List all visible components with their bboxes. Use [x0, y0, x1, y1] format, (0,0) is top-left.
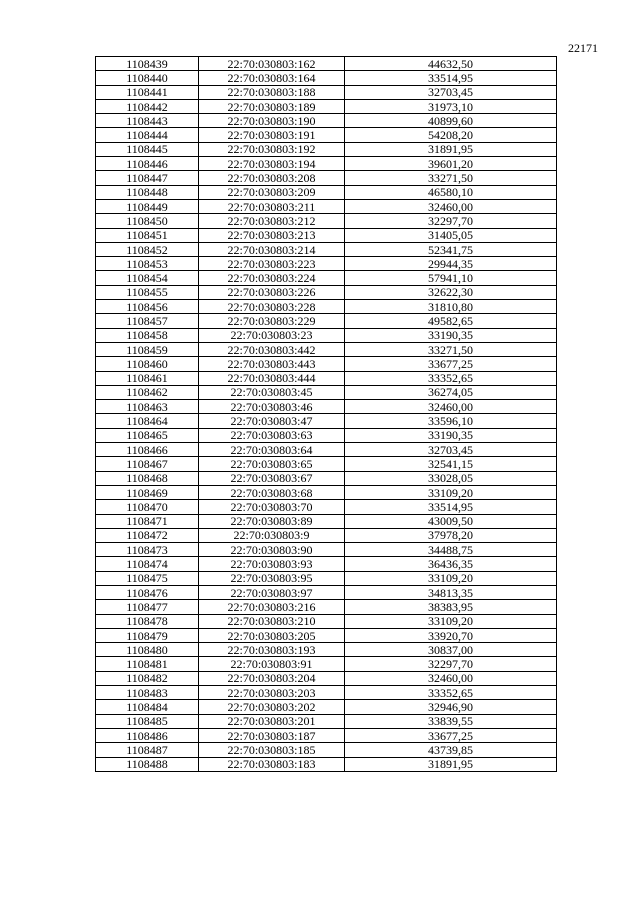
record-number-cell: 1108476: [96, 585, 199, 599]
record-number-cell: 1108461: [96, 371, 199, 385]
table-row: [96, 514, 557, 528]
cadastral-number-cell: 22:70:030803:444: [199, 371, 345, 385]
cadastral-value-cell: 33514,95: [345, 71, 557, 85]
cadastral-value-cell: 33028,05: [345, 471, 557, 485]
cadastral-number-cell: 22:70:030803:65: [199, 457, 345, 471]
record-number-cell: 1108480: [96, 643, 199, 657]
table-row: [96, 571, 557, 585]
record-number-cell: 1108473: [96, 543, 199, 557]
cadastral-number-cell: 22:70:030803:223: [199, 257, 345, 271]
table-row: [96, 71, 557, 85]
record-number-cell: 1108459: [96, 342, 199, 356]
cadastral-value-cell: 30837,00: [345, 643, 557, 657]
cadastral-value-cell: 32541,15: [345, 457, 557, 471]
cadastral-value-cell: 33190,35: [345, 328, 557, 342]
cadastral-number-cell: 22:70:030803:208: [199, 171, 345, 185]
table-row: [96, 671, 557, 685]
cadastral-value-cell: 34488,75: [345, 543, 557, 557]
cadastral-value-cell: 54208,20: [345, 128, 557, 142]
cadastral-value-cell: 33109,20: [345, 485, 557, 499]
record-number-cell: 1108474: [96, 557, 199, 571]
cadastral-value-cell: 33920,70: [345, 628, 557, 642]
cadastral-value-cell: 33271,50: [345, 171, 557, 185]
cadastral-number-cell: 22:70:030803:188: [199, 85, 345, 99]
table-row: [96, 500, 557, 514]
table-row: [96, 485, 557, 499]
cadastral-value-cell: 29944,35: [345, 257, 557, 271]
record-number-cell: 1108449: [96, 199, 199, 213]
cadastral-number-cell: 22:70:030803:183: [199, 757, 345, 771]
record-number-cell: 1108469: [96, 485, 199, 499]
record-number-cell: 1108453: [96, 257, 199, 271]
cadastral-number-cell: 22:70:030803:226: [199, 285, 345, 299]
cadastral-number-cell: 22:70:030803:190: [199, 114, 345, 128]
cadastral-number-cell: 22:70:030803:203: [199, 686, 345, 700]
table-row: [96, 657, 557, 671]
cadastral-number-cell: 22:70:030803:90: [199, 543, 345, 557]
cadastral-number-cell: 22:70:030803:228: [199, 300, 345, 314]
table-row: [96, 728, 557, 742]
cadastral-number-cell: 22:70:030803:201: [199, 714, 345, 728]
cadastral-number-cell: 22:70:030803:209: [199, 185, 345, 199]
table-row: [96, 700, 557, 714]
table-row: [96, 585, 557, 599]
cadastral-value-cell: 40899,60: [345, 114, 557, 128]
table-row: [96, 342, 557, 356]
table-row: [96, 157, 557, 171]
cadastral-value-cell: 32460,00: [345, 671, 557, 685]
table-row: [96, 314, 557, 328]
record-number-cell: 1108445: [96, 142, 199, 156]
cadastral-value-cell: 39601,20: [345, 157, 557, 171]
record-number-cell: 1108488: [96, 757, 199, 771]
table-row: [96, 257, 557, 271]
cadastral-value-cell: 52341,75: [345, 242, 557, 256]
table-row: [96, 214, 557, 228]
record-number-cell: 1108487: [96, 743, 199, 757]
record-number-cell: 1108450: [96, 214, 199, 228]
record-number-cell: 1108447: [96, 171, 199, 185]
table-row: [96, 428, 557, 442]
cadastral-value-cell: 33109,20: [345, 571, 557, 585]
table-row: [96, 686, 557, 700]
table-row: [96, 85, 557, 99]
cadastral-value-cell: 33514,95: [345, 500, 557, 514]
table-row: [96, 385, 557, 399]
cadastral-number-cell: 22:70:030803:97: [199, 585, 345, 599]
record-number-cell: 1108462: [96, 385, 199, 399]
cadastral-number-cell: 22:70:030803:164: [199, 71, 345, 85]
cadastral-value-cell: 33677,25: [345, 728, 557, 742]
cadastral-number-cell: 22:70:030803:211: [199, 199, 345, 213]
cadastral-value-cell: 31973,10: [345, 99, 557, 113]
cadastral-value-cell: 46580,10: [345, 185, 557, 199]
record-number-cell: 1108457: [96, 314, 199, 328]
cadastral-value-cell: 33839,55: [345, 714, 557, 728]
cadastral-value-cell: 31891,95: [345, 142, 557, 156]
cadastral-number-cell: 22:70:030803:70: [199, 500, 345, 514]
record-number-cell: 1108451: [96, 228, 199, 242]
record-number-cell: 1108486: [96, 728, 199, 742]
record-number-cell: 1108482: [96, 671, 199, 685]
record-number-cell: 1108478: [96, 614, 199, 628]
record-number-cell: 1108441: [96, 85, 199, 99]
cadastral-number-cell: 22:70:030803:67: [199, 471, 345, 485]
cadastral-number-cell: 22:70:030803:214: [199, 242, 345, 256]
cadastral-value-cell: 49582,65: [345, 314, 557, 328]
table-row: [96, 128, 557, 142]
cadastral-number-cell: 22:70:030803:189: [199, 99, 345, 113]
record-number-cell: 1108455: [96, 285, 199, 299]
cadastral-value-cell: 57941,10: [345, 271, 557, 285]
cadastral-value-cell: 43739,85: [345, 743, 557, 757]
table-row: [96, 99, 557, 113]
cadastral-value-cell: 33271,50: [345, 342, 557, 356]
record-number-cell: 1108484: [96, 700, 199, 714]
cadastral-value-cell: 36274,05: [345, 385, 557, 399]
cadastral-value-cell: 43009,50: [345, 514, 557, 528]
cadastral-value-cell: 33109,20: [345, 614, 557, 628]
cadastral-value-cell: 36436,35: [345, 557, 557, 571]
cadastral-value-cell: 38383,95: [345, 600, 557, 614]
cadastral-value-cell: 33352,65: [345, 686, 557, 700]
cadastral-number-cell: 22:70:030803:216: [199, 600, 345, 614]
record-number-cell: 1108479: [96, 628, 199, 642]
record-number-cell: 1108485: [96, 714, 199, 728]
page-number: 22171: [568, 41, 598, 55]
record-number-cell: 1108483: [96, 686, 199, 700]
cadastral-number-cell: 22:70:030803:162: [199, 57, 345, 71]
table-row: [96, 357, 557, 371]
record-number-cell: 1108439: [96, 57, 199, 71]
table-row: [96, 471, 557, 485]
cadastral-number-cell: 22:70:030803:64: [199, 443, 345, 457]
table-row: [96, 285, 557, 299]
record-number-cell: 1108472: [96, 528, 199, 542]
table-row: [96, 228, 557, 242]
cadastral-number-cell: 22:70:030803:229: [199, 314, 345, 328]
table-row: [96, 743, 557, 757]
table-row: [96, 757, 557, 771]
cadastral-value-cell: 31891,95: [345, 757, 557, 771]
cadastral-number-cell: 22:70:030803:442: [199, 342, 345, 356]
cadastral-number-cell: 22:70:030803:187: [199, 728, 345, 742]
record-number-cell: 1108468: [96, 471, 199, 485]
table-row: [96, 543, 557, 557]
cadastral-number-cell: 22:70:030803:91: [199, 657, 345, 671]
table-row: [96, 114, 557, 128]
cadastral-number-cell: 22:70:030803:193: [199, 643, 345, 657]
record-number-cell: 1108448: [96, 185, 199, 199]
table-row: [96, 328, 557, 342]
cadastral-number-cell: 22:70:030803:205: [199, 628, 345, 642]
cadastral-number-cell: 22:70:030803:191: [199, 128, 345, 142]
cadastral-value-cell: 33352,65: [345, 371, 557, 385]
record-number-cell: 1108456: [96, 300, 199, 314]
record-number-cell: 1108460: [96, 357, 199, 371]
cadastral-number-cell: 22:70:030803:23: [199, 328, 345, 342]
record-number-cell: 1108481: [96, 657, 199, 671]
table-row: [96, 57, 557, 71]
record-number-cell: 1108465: [96, 428, 199, 442]
record-number-cell: 1108470: [96, 500, 199, 514]
table-row: [96, 300, 557, 314]
table-row: [96, 242, 557, 256]
table-row: [96, 557, 557, 571]
cadastral-number-cell: 22:70:030803:224: [199, 271, 345, 285]
table-row: [96, 142, 557, 156]
record-number-cell: 1108475: [96, 571, 199, 585]
cadastral-value-cell: 32946,90: [345, 700, 557, 714]
cadastral-number-cell: 22:70:030803:192: [199, 142, 345, 156]
record-number-cell: 1108466: [96, 443, 199, 457]
cadastral-number-cell: 22:70:030803:68: [199, 485, 345, 499]
table-row: [96, 643, 557, 657]
record-number-cell: 1108477: [96, 600, 199, 614]
record-number-cell: 1108446: [96, 157, 199, 171]
record-number-cell: 1108467: [96, 457, 199, 471]
cadastral-number-cell: 22:70:030803:210: [199, 614, 345, 628]
table-row: [96, 414, 557, 428]
cadastral-number-cell: 22:70:030803:213: [199, 228, 345, 242]
cadastral-number-cell: 22:70:030803:95: [199, 571, 345, 585]
table-row: [96, 528, 557, 542]
table-row: [96, 628, 557, 642]
cadastral-value-cell: 31810,80: [345, 300, 557, 314]
cadastral-number-cell: 22:70:030803:212: [199, 214, 345, 228]
cadastral-value-cell: 32460,00: [345, 199, 557, 213]
cadastral-number-cell: 22:70:030803:63: [199, 428, 345, 442]
cadastral-number-cell: 22:70:030803:47: [199, 414, 345, 428]
cadastral-value-cell: 37978,20: [345, 528, 557, 542]
cadastral-number-cell: 22:70:030803:45: [199, 385, 345, 399]
cadastral-number-cell: 22:70:030803:185: [199, 743, 345, 757]
cadastral-value-cell: 32622,30: [345, 285, 557, 299]
cadastral-value-cell: 34813,35: [345, 585, 557, 599]
table-row: [96, 714, 557, 728]
cadastral-number-cell: 22:70:030803:443: [199, 357, 345, 371]
cadastral-value-cell: 32297,70: [345, 214, 557, 228]
cadastral-value-cell: 32297,70: [345, 657, 557, 671]
table-row: [96, 443, 557, 457]
table-row: [96, 600, 557, 614]
cadastral-value-table: [95, 56, 557, 772]
record-number-cell: 1108464: [96, 414, 199, 428]
record-number-cell: 1108443: [96, 114, 199, 128]
table-row: [96, 171, 557, 185]
cadastral-number-cell: 22:70:030803:202: [199, 700, 345, 714]
cadastral-value-cell: 32460,00: [345, 400, 557, 414]
cadastral-number-cell: 22:70:030803:93: [199, 557, 345, 571]
table-row: [96, 185, 557, 199]
record-number-cell: 1108471: [96, 514, 199, 528]
table-body: [96, 57, 557, 772]
cadastral-value-cell: 33190,35: [345, 428, 557, 442]
table-row: [96, 400, 557, 414]
table-row: [96, 614, 557, 628]
record-number-cell: 1108440: [96, 71, 199, 85]
table-row: [96, 371, 557, 385]
cadastral-value-cell: 31405,05: [345, 228, 557, 242]
record-number-cell: 1108452: [96, 242, 199, 256]
cadastral-value-cell: 33596,10: [345, 414, 557, 428]
cadastral-number-cell: 22:70:030803:204: [199, 671, 345, 685]
record-number-cell: 1108444: [96, 128, 199, 142]
table-row: [96, 457, 557, 471]
cadastral-number-cell: 22:70:030803:46: [199, 400, 345, 414]
record-number-cell: 1108458: [96, 328, 199, 342]
cadastral-value-cell: 44632,50: [345, 57, 557, 71]
table-row: [96, 271, 557, 285]
cadastral-number-cell: 22:70:030803:194: [199, 157, 345, 171]
record-number-cell: 1108454: [96, 271, 199, 285]
cadastral-value-cell: 32703,45: [345, 443, 557, 457]
cadastral-value-cell: 32703,45: [345, 85, 557, 99]
cadastral-number-cell: 22:70:030803:9: [199, 528, 345, 542]
cadastral-number-cell: 22:70:030803:89: [199, 514, 345, 528]
cadastral-value-cell: 33677,25: [345, 357, 557, 371]
record-number-cell: 1108463: [96, 400, 199, 414]
record-number-cell: 1108442: [96, 99, 199, 113]
table-row: [96, 199, 557, 213]
